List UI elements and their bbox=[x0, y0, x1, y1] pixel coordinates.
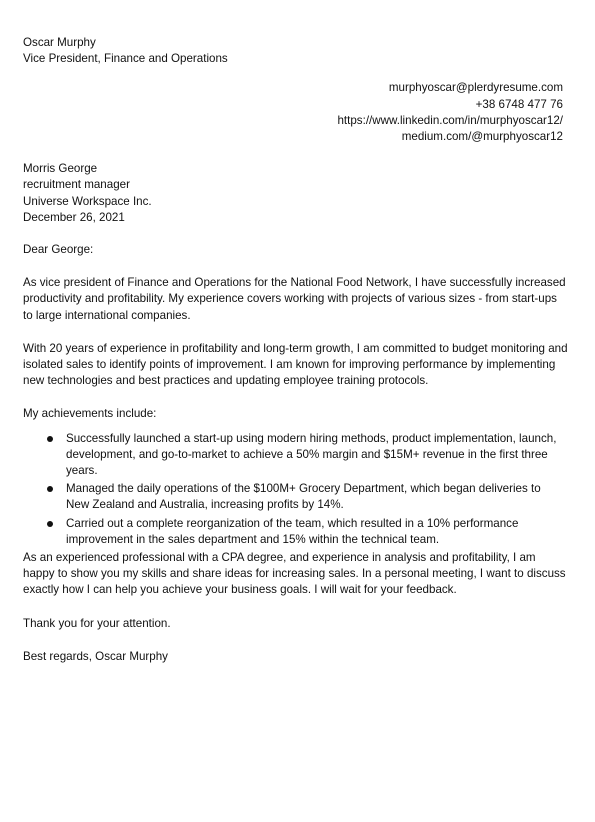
experience-paragraph: With 20 years of experience in profitability and long-term growth, I am committed to budget monitoring and isolated sales to identify points of improvement. I am known for improving performance by implementing new technologies and best practices and updating employee training protocols. bbox=[23, 341, 568, 388]
linkedin-url: https://www.linkedin.com/in/murphyoscar12/ bbox=[337, 113, 563, 127]
sign-off: Best regards, Oscar Murphy bbox=[23, 649, 168, 663]
salutation: Dear George: bbox=[23, 243, 94, 257]
recipient-block bbox=[23, 161, 568, 226]
bullet-icon bbox=[47, 521, 53, 527]
recipient-role: recruitment manager bbox=[23, 178, 130, 192]
bullet-icon bbox=[47, 436, 53, 442]
contact-block bbox=[23, 80, 563, 145]
medium-url: medium.com/@murphyoscar12 bbox=[401, 130, 563, 144]
achievement-text: Managed the daily operations of the $100M+ Grocery Department, which began deliveries to New Zealand and Australia, increasing profits by 14%. bbox=[66, 482, 541, 512]
sender-name: Oscar Murphy bbox=[23, 36, 96, 49]
sender-block bbox=[23, 35, 568, 67]
email-address: murphyoscar@plerdyresume.com bbox=[388, 81, 563, 95]
achievement-text: Carried out a complete reorganization of the team, which resulted in a 10% performance improvement in the sales department and 15% within the technical team. bbox=[66, 516, 519, 546]
sender-title: Vice President, Finance and Operations bbox=[23, 52, 228, 66]
list-item bbox=[23, 431, 566, 480]
achievements-list bbox=[23, 431, 568, 548]
recipient-company: Universe Workspace Inc. bbox=[23, 194, 152, 208]
thanks-line: Thank you for your attention. bbox=[23, 616, 171, 630]
cover-letter bbox=[23, 35, 568, 665]
bullet-icon bbox=[47, 486, 53, 492]
intro-paragraph: As vice president of Finance and Operations for the National Food Network, I have successfully increased productivity and profitability. My experience covers working with projects of various sizes - from start-ups to large international companies. bbox=[23, 276, 566, 322]
list-item bbox=[23, 516, 566, 548]
achievements-heading: My achievements include: bbox=[23, 407, 157, 421]
achievement-text: Successfully launched a start-up using modern hiring methods, product implementation, launch, development, and go-to-market to achieve a 50% margin and $15M+ revenue in the first three years. bbox=[66, 431, 557, 478]
letter-date: December 26, 2021 bbox=[23, 210, 125, 224]
recipient-name: Morris George bbox=[23, 162, 98, 176]
phone-number: +38 6748 477 76 bbox=[475, 97, 563, 111]
closing-paragraph: As an experienced professional with a CPA degree, and experience in analysis and profitability, I am happy to show you my skills and share ideas for increasing sales. In a personal meeting, I want to discuss exactly how I can help you achieve your business goals. I will wait for your feedback. bbox=[23, 551, 566, 597]
list-item bbox=[23, 481, 566, 513]
